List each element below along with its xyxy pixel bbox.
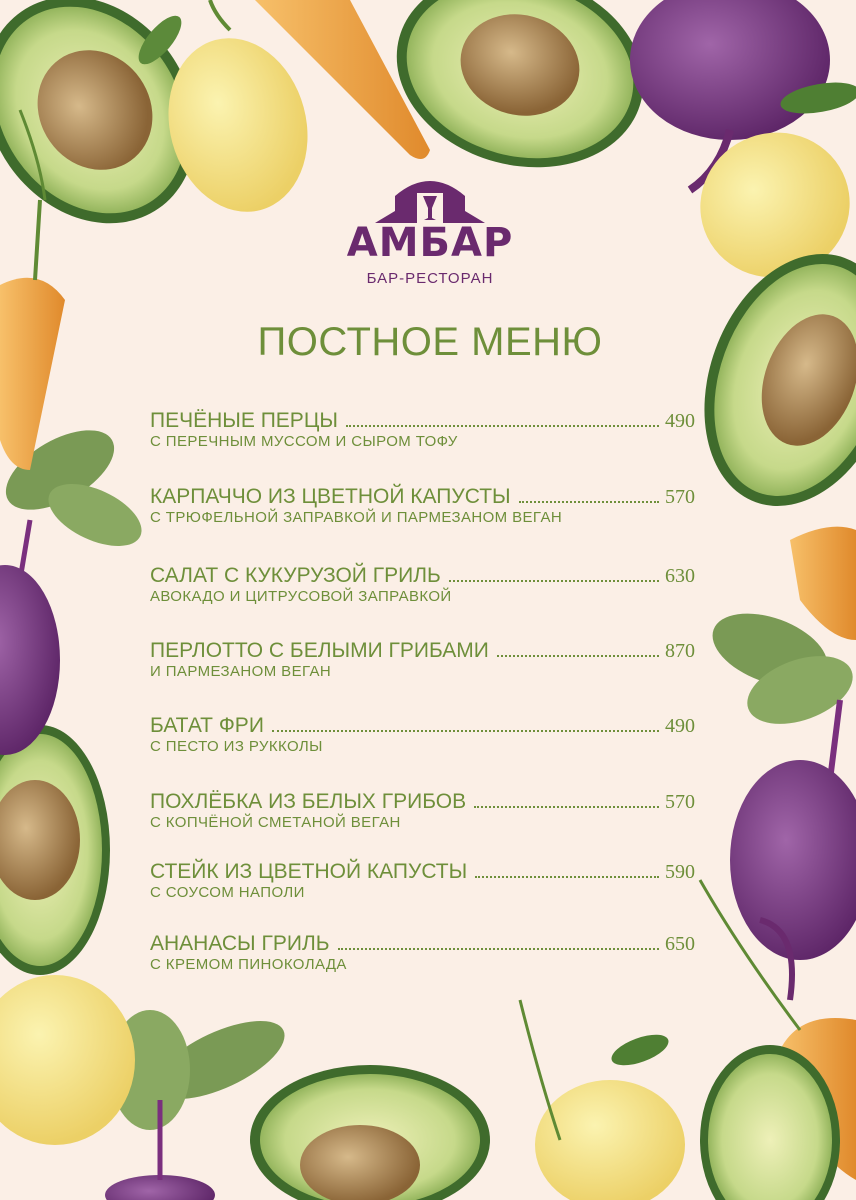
avocado-bottom-middle bbox=[250, 1065, 490, 1200]
dish-price: 650 bbox=[665, 933, 695, 955]
menu-item bbox=[150, 856, 695, 901]
logo-subtitle: БАР-РЕСТОРАН bbox=[366, 270, 494, 287]
menu-item bbox=[150, 405, 695, 450]
dish-price: 490 bbox=[665, 715, 695, 737]
menu-item bbox=[150, 928, 695, 973]
restaurant-logo bbox=[340, 168, 520, 288]
lemon-bottom bbox=[520, 1000, 685, 1200]
dot-leader bbox=[272, 729, 659, 732]
menu-item bbox=[150, 786, 695, 831]
menu-item bbox=[150, 560, 695, 605]
dish-name: КАРПАЧЧО ИЗ ЦВЕТНОЙ КАПУСТЫ bbox=[150, 485, 511, 508]
lemon-bottom-left bbox=[0, 975, 135, 1145]
dish-name: ПОХЛЁБКА ИЗ БЕЛЫХ ГРИБОВ bbox=[150, 790, 467, 813]
dish-description: С ПЕРЕЧНЫМ МУССОМ И СЫРОМ ТОФУ bbox=[150, 433, 458, 450]
dish-price: 490 bbox=[665, 410, 695, 432]
beetroot-right bbox=[703, 599, 856, 1000]
dish-price: 570 bbox=[665, 791, 695, 813]
dish-description: С СОУСОМ НАПОЛИ bbox=[150, 884, 305, 901]
dish-description: С КРЕМОМ ПИНОКОЛАДА bbox=[150, 956, 347, 973]
avocado-top-middle bbox=[375, 0, 666, 194]
dish-description: И ПАРМЕЗАНОМ ВЕГАН bbox=[150, 663, 332, 680]
dish-price: 870 bbox=[665, 640, 695, 662]
dot-leader bbox=[346, 424, 659, 427]
menu-item bbox=[150, 710, 695, 755]
logo-name: АМБАР bbox=[346, 220, 514, 266]
carrot-right bbox=[790, 527, 856, 640]
dish-name: БАТАТ ФРИ bbox=[150, 714, 264, 737]
dish-name: ПЕРЛОТТО С БЕЛЫМИ ГРИБАМИ bbox=[150, 639, 489, 662]
dish-description: АВОКАДО И ЦИТРУСОВОЙ ЗАПРАВКОЙ bbox=[150, 588, 452, 605]
dish-description: С КОПЧЁНОЙ СМЕТАНОЙ ВЕГАН bbox=[150, 814, 401, 831]
dish-name: АНАНАСЫ ГРИЛЬ bbox=[150, 932, 330, 955]
menu-item bbox=[150, 635, 695, 680]
dot-leader bbox=[449, 579, 659, 582]
menu-item bbox=[150, 481, 695, 526]
dish-price: 630 bbox=[665, 565, 695, 587]
dot-leader bbox=[474, 805, 659, 808]
dish-description: С ПЕСТО ИЗ РУККОЛЫ bbox=[150, 738, 323, 755]
page-title: ПОСТНОЕ МЕНЮ bbox=[257, 320, 603, 364]
avocado-left bbox=[0, 725, 110, 975]
dish-name: ПЕЧЁНЫЕ ПЕРЦЫ bbox=[150, 409, 338, 432]
dot-leader bbox=[338, 947, 659, 950]
barn-icon bbox=[375, 168, 485, 228]
dot-leader bbox=[519, 500, 659, 503]
dot-leader bbox=[475, 875, 659, 878]
dish-name: САЛАТ С КУКУРУЗОЙ ГРИЛЬ bbox=[150, 564, 441, 587]
dish-name: СТЕЙК ИЗ ЦВЕТНОЙ КАПУСТЫ bbox=[150, 860, 468, 883]
dot-leader bbox=[497, 654, 659, 657]
dish-price: 570 bbox=[665, 486, 695, 508]
dish-description: С ТРЮФЕЛЬНОЙ ЗАПРАВКОЙ И ПАРМЕЗАНОМ ВЕГАН bbox=[150, 509, 563, 526]
dish-price: 590 bbox=[665, 861, 695, 883]
